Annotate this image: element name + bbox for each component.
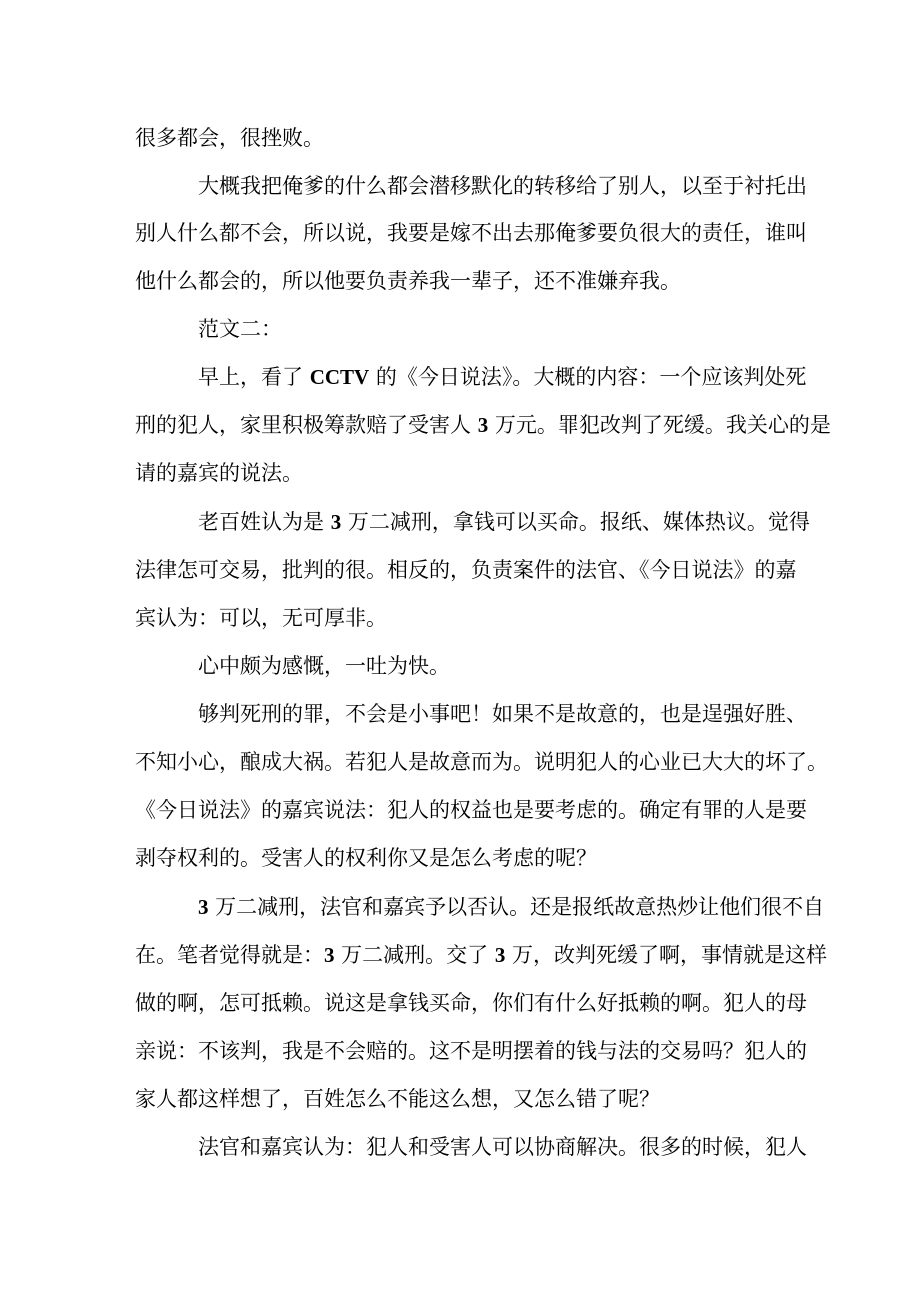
text-line-4: 他什么都会的，所以他要负责养我一辈子，还不准嫌弃我。 <box>135 269 681 293</box>
text-line-6 <box>198 363 806 391</box>
text-segment: 刑的犯人，家里积极筹款赔了受害人 <box>135 413 478 437</box>
text-line-13: 够判死刑的罪，不会是小事吧！如果不是故意的，也是逞强好胜、 <box>198 702 807 726</box>
text-line-21: 家人都这样想了，百姓怎么不能这么想，又怎么错了呢？ <box>135 1087 660 1111</box>
text-line-20: 亲说：不该判，我是不会赔的。这不是明摆着的钱与法的交易吗？犯人的 <box>135 1039 807 1063</box>
text-line-14: 不知小心，酿成大祸。若犯人是故意而为。说明犯人的心业已大大的坏了。 <box>135 750 828 774</box>
section-heading: 范文二： <box>198 317 282 341</box>
text-segment: 万二减刑，拿钱可以买命。报纸、媒体热议。觉得 <box>341 510 810 534</box>
text-line-2: 大概我把俺爹的什么都会潜移默化的转移给了别人，以至于衬托出 <box>198 174 807 198</box>
text-line-9 <box>198 508 810 536</box>
bold-text: 3 <box>330 510 342 534</box>
text-segment: 万元。罪犯改判了死缓。我关心的是 <box>488 413 831 437</box>
bold-text: 3 <box>477 413 489 437</box>
text-segment: 早上，看了 <box>198 365 310 389</box>
text-line-8: 请的嘉宾的说法。 <box>135 461 303 485</box>
text-line-10: 法律怎可交易，批判的很。相反的，负责案件的法官、《今日说法》的嘉 <box>135 558 797 582</box>
bold-text: 3 <box>494 943 506 967</box>
text-line-11: 宾认为：可以，无可厚非。 <box>135 606 387 630</box>
text-segment: 在。笔者觉得就是： <box>135 943 324 967</box>
text-segment: 万二减刑，法官和嘉宾予以否认。还是报纸故意热炒让他们很不自 <box>208 895 825 919</box>
text-line-3: 别人什么都不会，所以说，我要是嫁不出去那俺爹要负很大的责任，谁叫 <box>135 221 807 245</box>
bold-text: CCTV <box>309 365 370 389</box>
text-line-22: 法官和嘉宾认为：犯人和受害人可以协商解决。很多的时候，犯人 <box>198 1135 807 1159</box>
text-line-17 <box>198 893 824 921</box>
bold-text: 3 <box>198 895 209 919</box>
text-line-12: 心中颇为感慨，一吐为快。 <box>198 654 450 678</box>
text-line-18 <box>135 941 827 969</box>
text-segment: 万二减刑。交了 <box>334 943 495 967</box>
text-segment: 老百姓认为是 <box>198 510 331 534</box>
text-line-1: 很多都会，很挫败。 <box>135 126 324 150</box>
text-line-7 <box>135 411 831 439</box>
text-segment: 万，改判死缓了啊，事情就是这样 <box>505 943 828 967</box>
text-line-16: 剥夺权利的。受害人的权利你又是怎么考虑的呢？ <box>135 846 597 870</box>
bold-text: 3 <box>324 943 335 967</box>
text-segment: 的《今日说法》。大概的内容：一个应该判处死 <box>369 365 807 389</box>
text-line-15: 《今日说法》的嘉宾说法：犯人的权益也是要考虑的。确定有罪的人是要 <box>135 798 807 822</box>
text-line-19: 做的啊，怎可抵赖。说这是拿钱买命，你们有什么好抵赖的啊。犯人的母 <box>135 991 807 1015</box>
